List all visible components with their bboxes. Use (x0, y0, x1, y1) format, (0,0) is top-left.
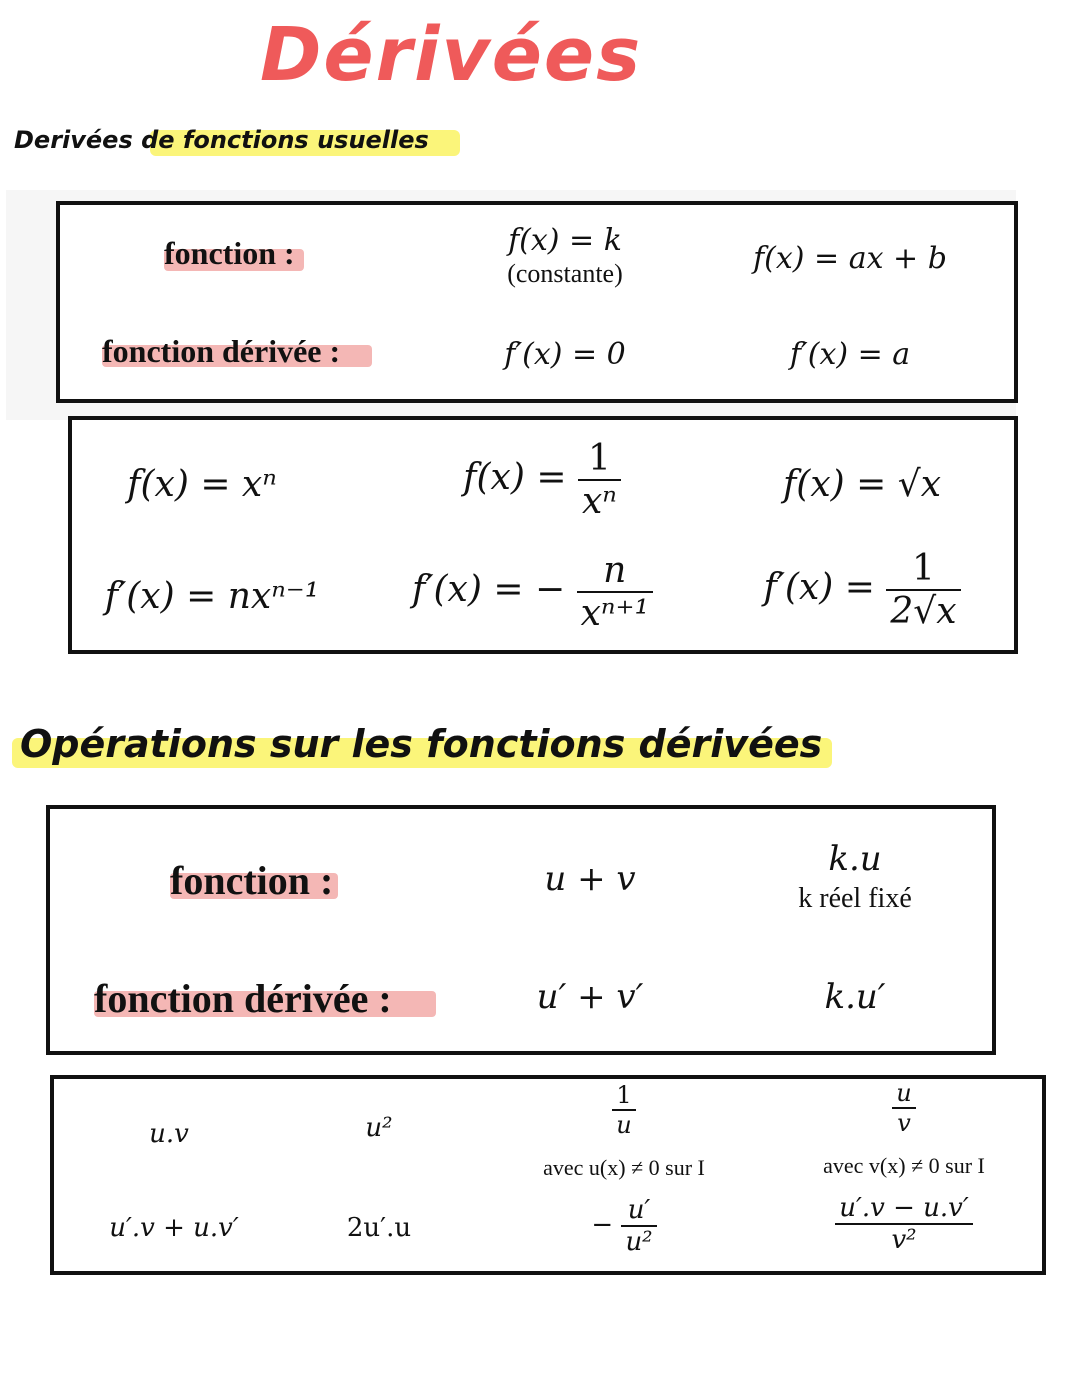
formula-product: u.v (149, 1119, 189, 1149)
fraction-denominator: u (612, 1109, 635, 1139)
row-label-function: fonction : (170, 858, 334, 903)
minus-sign: − (591, 1210, 614, 1240)
condition-reciprocal: avec u(x) ≠ 0 sur I (543, 1155, 705, 1180)
fraction-denominator: xⁿ (578, 479, 621, 522)
condition-quotient: avec v(x) ≠ 0 sur I (823, 1153, 985, 1178)
fraction-numerator: 1 (912, 548, 935, 589)
note-constant: (constante) (507, 259, 623, 288)
formula-lhs: f′(x) = − (412, 569, 566, 610)
row-label-function: fonction : (164, 235, 295, 271)
formula-inverse-power (452, 438, 632, 522)
fraction-numerator: 1 (616, 1081, 632, 1109)
derivative-affine: f′(x) = a (789, 337, 911, 372)
fraction-numerator: u′ (627, 1195, 651, 1225)
formula-square: u² (365, 1113, 393, 1143)
derivative-scalar: k.u′ (824, 977, 886, 1017)
formula-scalar: k.u (828, 839, 882, 879)
formula-sqrt: f(x) = √x (782, 464, 941, 505)
section-heading-usual: Derivées de fonctions usuelles (14, 126, 429, 154)
derivative-sum: u′ + v′ (536, 977, 644, 1017)
formula-quotient (854, 1079, 954, 1137)
row-label-derivative: fonction dérivée : (102, 333, 341, 369)
page-title: Dérivées (260, 12, 643, 98)
fraction-denominator: u² (621, 1225, 656, 1257)
usual-box-powers (68, 416, 1018, 654)
formula-reciprocal (574, 1081, 674, 1139)
fraction-denominator: xⁿ⁺¹ (577, 591, 653, 634)
fraction-numerator: n (603, 550, 627, 591)
fraction-numerator: u (896, 1079, 912, 1107)
fraction-denominator: v (892, 1107, 915, 1137)
formula-lhs: f(x) = (463, 457, 567, 498)
derivative-quotient (814, 1193, 994, 1255)
row-label-derivative: fonction dérivée : (94, 976, 392, 1021)
fraction-numerator: 1 (587, 438, 611, 479)
derivative-square: 2u′.u (346, 1213, 412, 1243)
derivative-constant: f′(x) = 0 (504, 337, 626, 372)
formula-affine: f(x) = ax + b (753, 241, 947, 276)
fraction-denominator: v² (835, 1223, 973, 1255)
derivative-sqrt (752, 548, 972, 632)
derivative-product: u′.v + u.v′ (109, 1213, 239, 1243)
section-heading-operations: Opérations sur les fonctions dérivées (20, 722, 823, 766)
formula-constant: f(x) = k (508, 223, 622, 258)
formula-sum: u + v (544, 859, 636, 899)
operations-box-linear (46, 805, 996, 1055)
operations-box-products (50, 1075, 1046, 1275)
derivative-inverse-power (412, 550, 652, 634)
derivative-reciprocal (564, 1195, 684, 1257)
fraction-denominator: 2√x (886, 589, 960, 632)
derivative-power: f′(x) = nxⁿ⁻¹ (104, 576, 320, 617)
usual-box-basic (56, 201, 1018, 403)
formula-power: f(x) = xⁿ (127, 464, 277, 505)
formula-lhs: f′(x) = (763, 567, 875, 608)
note-scalar: k réel fixé (798, 883, 912, 914)
fraction-numerator: u′.v − u.v′ (839, 1193, 969, 1223)
